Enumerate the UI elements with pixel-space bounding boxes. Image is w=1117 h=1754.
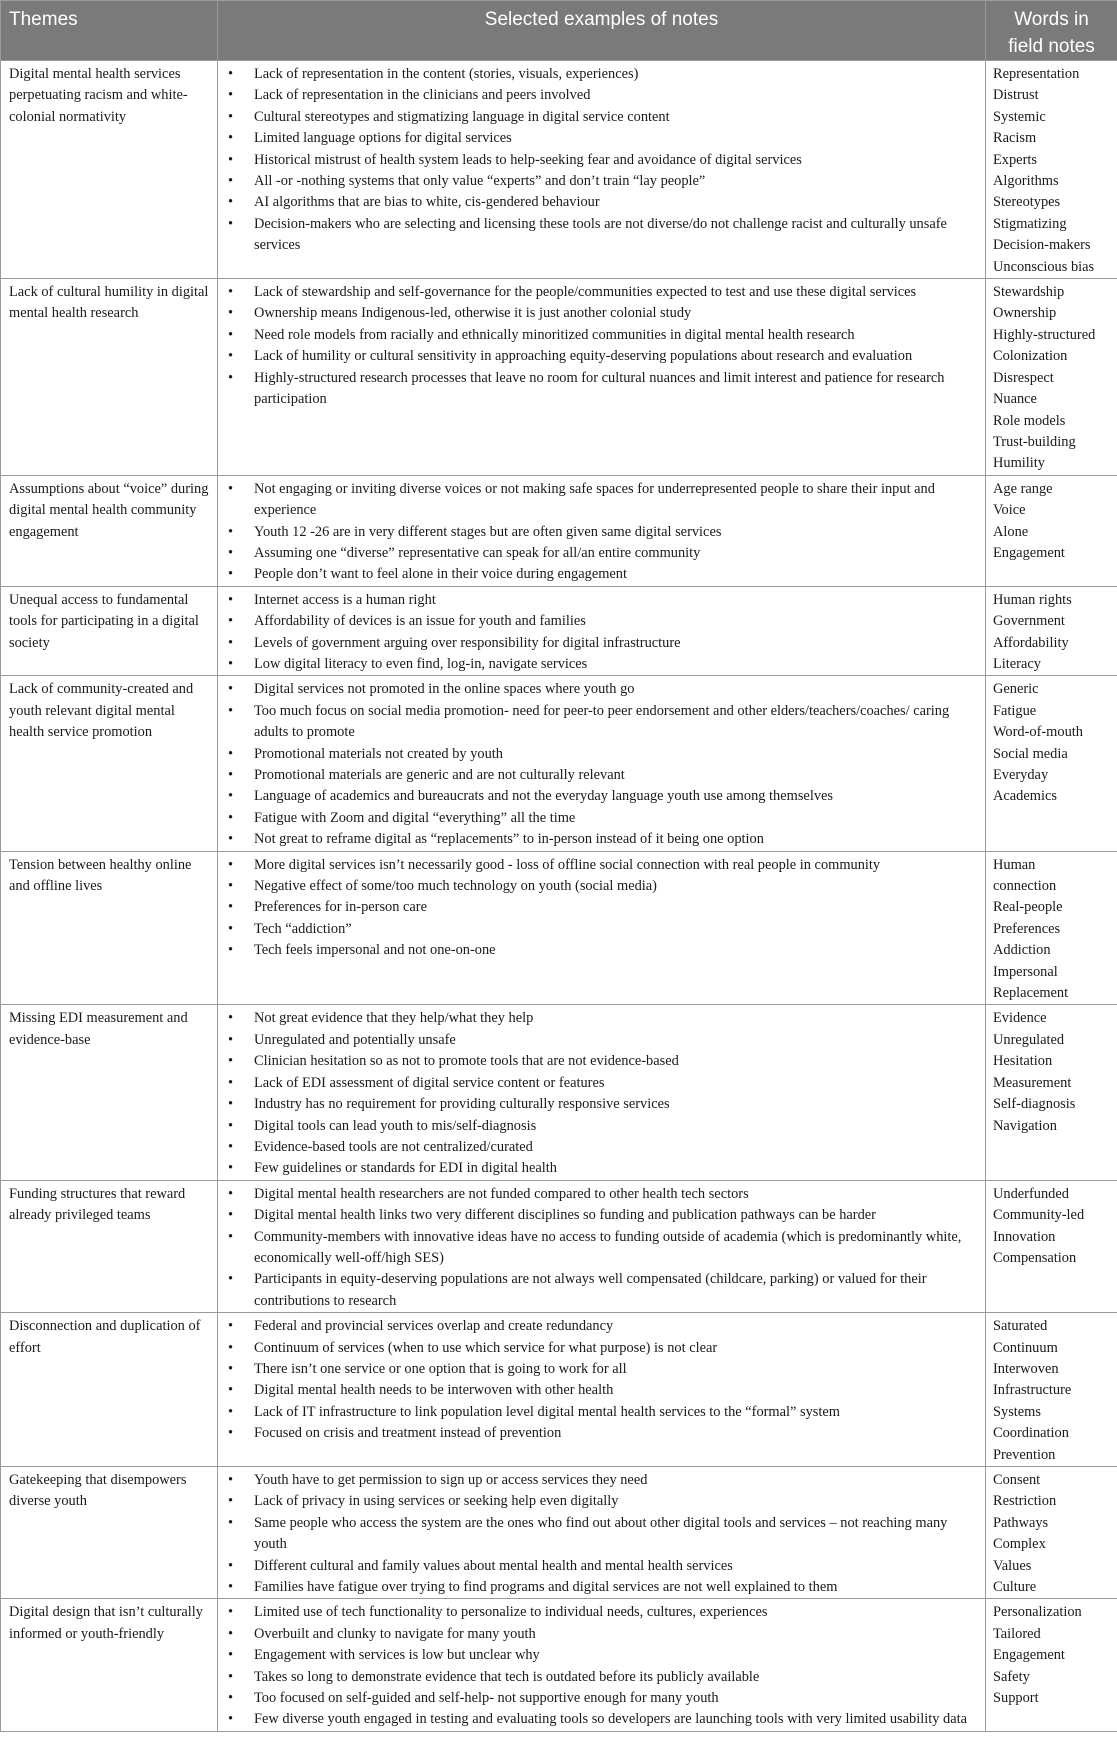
field-note-word: Safety: [993, 1668, 1030, 1685]
note-item: • Clinician hesitation so as not to promote tools that are not evidence-based: [254, 1051, 979, 1072]
notes-list: [224, 282, 979, 410]
field-note-word: Ownership: [993, 305, 1057, 322]
field-note-word: Pathways: [993, 1514, 1049, 1531]
note-item: • Limited language options for digital services: [254, 128, 979, 149]
field-note-word: Nuance: [993, 391, 1037, 408]
field-note-word: Culture: [993, 1579, 1037, 1596]
note-item: • Digital services not promoted in the online spaces where youth go: [254, 679, 979, 700]
field-note-word: Underfunded: [993, 1185, 1069, 1202]
note-item: • AI algorithms that are bias to white, cis-gendered behaviour: [254, 192, 979, 213]
field-note-word: Word-of-mouth: [993, 724, 1083, 741]
note-item: • Youth 12 -26 are in very different stages but are often given same digital services: [254, 522, 979, 543]
words-cell: [986, 279, 1117, 476]
note-item: • Affordability of devices is an issue for youth and families: [254, 611, 979, 632]
note-item: • Focused on crisis and treatment instead of prevention: [254, 1423, 979, 1444]
note-item: • Lack of humility or cultural sensitivity in approaching equity-deserving populations about research and evaluation: [254, 346, 979, 367]
field-note-word: Systems: [993, 1403, 1041, 1420]
note-item: • Same people who access the system are the ones who find out about other digital tools and services – not reaching many youth: [254, 1513, 979, 1556]
note-item: • Community-members with innovative ideas have no access to funding outside of academia (which is predominantly white, economically well-off/high SES): [254, 1227, 979, 1270]
field-note-word: Navigation: [993, 1117, 1057, 1134]
field-note-word: Experts: [993, 151, 1037, 168]
field-note-word: Restriction: [993, 1493, 1057, 1510]
notes-list: [224, 679, 979, 850]
note-item: • Lack of EDI assessment of digital service content or features: [254, 1073, 979, 1094]
field-note-word: Racism: [993, 130, 1037, 147]
notes-cell: [218, 475, 986, 586]
note-item: • Not engaging or inviting diverse voices or not making safe spaces for underrepresented people to share their input and experience: [254, 479, 979, 522]
note-item: • Levels of government arguing over responsibility for digital infrastructure: [254, 633, 979, 654]
field-note-word: Measurement: [993, 1074, 1072, 1091]
note-item: • Promotional materials not created by youth: [254, 744, 979, 765]
field-note-word: Consent: [993, 1472, 1041, 1488]
note-item: • Too focused on self-guided and self-help- not supportive enough for many youth: [254, 1688, 979, 1709]
field-note-word: Affordability: [993, 634, 1069, 651]
note-item: • Digital mental health links two very different disciplines so funding and publication pathways can be harder: [254, 1205, 979, 1226]
words-cell: [986, 1467, 1117, 1599]
table-row: [1, 1599, 1117, 1731]
field-note-word: Alone: [993, 523, 1029, 540]
note-item: • Lack of privacy in using services or seeking help even digitally: [254, 1491, 979, 1512]
words-cell: [986, 1599, 1117, 1731]
field-note-word: Systemic: [993, 108, 1046, 125]
notes-list: [224, 479, 979, 586]
note-item: • Different cultural and family values about mental health and mental health services: [254, 1556, 979, 1577]
field-note-word: Addiction: [993, 942, 1051, 959]
field-note-word: Stereotypes: [993, 194, 1061, 211]
note-item: • Unregulated and potentially unsafe: [254, 1030, 979, 1051]
notes-cell: [218, 851, 986, 1005]
words-cell: [986, 1313, 1117, 1467]
theme-cell: Disconnection and duplication of effort: [1, 1313, 218, 1467]
field-note-word: Preferences: [993, 920, 1061, 937]
notes-list: [224, 855, 979, 962]
words-cell: [986, 1180, 1117, 1312]
note-item: • Limited use of tech functionality to personalize to individual needs, cultures, experiences: [254, 1602, 979, 1623]
note-item: • Lack of representation in the content (stories, visuals, experiences): [254, 64, 979, 85]
note-item: • Continuum of services (when to use which service for what purpose) is not clear: [254, 1338, 979, 1359]
field-note-word: Coordination: [993, 1425, 1069, 1442]
notes-list: [224, 1184, 979, 1312]
note-item: • Promotional materials are generic and are not culturally relevant: [254, 765, 979, 786]
notes-list: [224, 1008, 979, 1179]
note-item: • Historical mistrust of health system leads to help-seeking fear and avoidance of digital services: [254, 150, 979, 171]
note-item: • Assuming one “diverse” representative can speak for all/an entire community: [254, 543, 979, 564]
field-note-word: Interwoven: [993, 1360, 1059, 1377]
note-item: • Highly-structured research processes that leave no room for cultural nuances and limit interest and patience for research participation: [254, 368, 979, 411]
theme-cell: Digital mental health services perpetuating racism and white-colonial normativity: [1, 61, 218, 279]
field-note-word: Engagement: [993, 544, 1065, 561]
theme-cell: Assumptions about “voice” during digital mental health community engagement: [1, 475, 218, 586]
note-item: • More digital services isn’t necessarily good - loss of offline social connection with real people in community: [254, 855, 979, 876]
table-header: [1, 1, 1117, 61]
field-note-word: Self-diagnosis: [993, 1096, 1076, 1113]
note-item: • Preferences for in-person care: [254, 897, 979, 918]
note-item: • Participants in equity-deserving populations are not always well compensated (childcare, parking) or valued for their contributions to research: [254, 1269, 979, 1312]
field-note-word: Continuum: [993, 1339, 1058, 1356]
field-note-word: Humility: [993, 455, 1045, 472]
notes-cell: [218, 1599, 986, 1731]
theme-cell: Gatekeeping that disempowers diverse youth: [1, 1467, 218, 1599]
notes-list: [224, 1316, 979, 1444]
note-item: • Ownership means Indigenous-led, otherwise it is just another colonial study: [254, 303, 979, 324]
note-item: • People don’t want to feel alone in their voice during engagement: [254, 564, 979, 585]
theme-cell: Unequal access to fundamental tools for participating in a digital society: [1, 586, 218, 676]
field-note-word: Colonization: [993, 348, 1068, 365]
field-note-word: Hesitation: [993, 1053, 1053, 1070]
note-item: • Families have fatigue over trying to find programs and digital services are not well explained to them: [254, 1577, 979, 1598]
notes-list: [224, 1602, 979, 1730]
notes-cell: [218, 279, 986, 476]
notes-list: [224, 590, 979, 676]
note-item: • Evidence-based tools are not centralized/curated: [254, 1137, 979, 1158]
field-note-word: Academics: [993, 788, 1057, 805]
field-note-word: Literacy: [993, 655, 1041, 672]
field-note-word: Saturated: [993, 1318, 1048, 1335]
field-note-word: Highly-structured: [993, 326, 1096, 343]
note-item: • Language of academics and bureaucrats and not the everyday language youth use among themselves: [254, 786, 979, 807]
field-note-word: Support: [993, 1690, 1039, 1707]
field-note-word: Unregulated: [993, 1031, 1065, 1048]
theme-cell: Digital design that isn’t culturally informed or youth-friendly: [1, 1599, 218, 1731]
table-row: [1, 61, 1117, 279]
field-note-word: Innovation: [993, 1228, 1056, 1245]
header-words-line2: field notes: [1008, 36, 1095, 57]
header-themes: Themes: [1, 1, 218, 61]
note-item: • Engagement with services is low but unclear why: [254, 1645, 979, 1666]
field-note-word: Trust-building: [993, 433, 1076, 450]
field-note-word: Personalization: [993, 1604, 1082, 1621]
field-note-word: Distrust: [993, 87, 1039, 104]
notes-list: [224, 64, 979, 257]
field-note-word: Fatigue: [993, 702, 1037, 719]
theme-cell: Tension between healthy online and offline lives: [1, 851, 218, 1005]
words-cell: [986, 475, 1117, 586]
field-note-word: Stigmatizing: [993, 215, 1067, 232]
table-row: [1, 475, 1117, 586]
field-note-word: Algorithms: [993, 173, 1059, 190]
field-note-word: Complex: [993, 1536, 1046, 1553]
note-item: • Not great to reframe digital as “replacements” to in-person instead of it being one option: [254, 829, 979, 850]
table-row: [1, 279, 1117, 476]
notes-cell: [218, 61, 986, 279]
note-item: • Youth have to get permission to sign up or access services they need: [254, 1470, 979, 1491]
field-note-word: Engagement: [993, 1647, 1065, 1664]
theme-cell: Funding structures that reward already privileged teams: [1, 1180, 218, 1312]
note-item: • Too much focus on social media promotion- need for peer-to peer endorsement and other elders/teachers/coaches/ caring adults to promote: [254, 701, 979, 744]
field-note-word: Social media: [993, 745, 1068, 762]
field-note-word: Unconscious bias: [993, 258, 1095, 275]
header-row: [1, 1, 1117, 61]
field-note-word: Everyday: [993, 767, 1049, 783]
words-cell: [986, 676, 1117, 851]
words-cell: [986, 586, 1117, 676]
note-item: • Few guidelines or standards for EDI in digital health: [254, 1158, 979, 1179]
field-note-word: Human rights: [993, 591, 1072, 608]
theme-cell: Missing EDI measurement and evidence-base: [1, 1005, 218, 1180]
field-note-word: Prevention: [993, 1446, 1056, 1463]
field-note-word: Values: [993, 1557, 1032, 1574]
header-words-line1: Words in: [1014, 9, 1089, 30]
field-note-word: connection: [993, 878, 1057, 895]
field-note-word: Voice: [993, 502, 1026, 519]
note-item: • Decision-makers who are selecting and licensing these tools are not diverse/do not challenge racist and culturally unsafe services: [254, 214, 979, 257]
field-note-word: Disrespect: [993, 369, 1054, 386]
field-note-word: Real-people: [993, 899, 1063, 916]
field-note-word: Generic: [993, 681, 1039, 698]
note-item: • Need role models from racially and ethnically minoritized communities in digital mental health research: [254, 325, 979, 346]
note-item: • Fatigue with Zoom and digital “everything” all the time: [254, 808, 979, 829]
field-note-word: Age range: [993, 480, 1053, 497]
note-item: • Digital mental health researchers are not funded compared to other health tech sectors: [254, 1184, 979, 1205]
theme-cell: Lack of cultural humility in digital mental health research: [1, 279, 218, 476]
note-item: • Cultural stereotypes and stigmatizing language in digital service content: [254, 107, 979, 128]
note-item: • Lack of IT infrastructure to link population level digital mental health services to the “formal” system: [254, 1402, 979, 1423]
note-item: • Few diverse youth engaged in testing and evaluating tools so developers are launching tools with very limited usability data: [254, 1709, 979, 1730]
field-note-word: Representation: [993, 66, 1080, 82]
note-item: • Federal and provincial services overlap and create redundancy: [254, 1316, 979, 1337]
note-item: • Lack of stewardship and self-governance for the people/communities expected to test and use these digital services: [254, 282, 979, 303]
note-item: • Lack of representation in the clinicians and peers involved: [254, 85, 979, 106]
note-item: • Industry has no requirement for providing culturally responsive services: [254, 1094, 979, 1115]
note-item: • Tech “addiction”: [254, 919, 979, 940]
field-note-word: Impersonal: [993, 963, 1058, 980]
note-item: • All -or -nothing systems that only value “experts” and don’t train “lay people”: [254, 171, 979, 192]
words-cell: [986, 61, 1117, 279]
field-note-word: Decision-makers: [993, 237, 1091, 254]
table-body: [1, 61, 1117, 1732]
table-row: [1, 586, 1117, 676]
note-item: • Not great evidence that they help/what they help: [254, 1008, 979, 1029]
table-row: [1, 851, 1117, 1005]
field-note-word: Tailored: [993, 1625, 1041, 1642]
field-note-word: Human: [993, 856, 1036, 873]
notes-cell: [218, 1005, 986, 1180]
note-item: • Takes so long to demonstrate evidence that tech is outdated before its publicly available: [254, 1667, 979, 1688]
note-item: • Overbuilt and clunky to navigate for many youth: [254, 1624, 979, 1645]
note-item: • There isn’t one service or one option that is going to work for all: [254, 1359, 979, 1380]
field-note-word: Evidence: [993, 1010, 1047, 1027]
header-notes: Selected examples of notes: [218, 1, 986, 61]
table-row: [1, 1467, 1117, 1599]
notes-cell: [218, 1467, 986, 1599]
notes-cell: [218, 586, 986, 676]
field-note-word: Infrastructure: [993, 1382, 1072, 1399]
words-cell: [986, 1005, 1117, 1180]
notes-list: [224, 1470, 979, 1598]
table-row: [1, 1313, 1117, 1467]
table-row: [1, 676, 1117, 851]
notes-cell: [218, 1180, 986, 1312]
words-cell: [986, 851, 1117, 1005]
note-item: • Digital tools can lead youth to mis/self-diagnosis: [254, 1116, 979, 1137]
field-note-word: Replacement: [993, 985, 1069, 1002]
note-item: • Negative effect of some/too much technology on youth (social media): [254, 876, 979, 897]
note-item: • Digital mental health needs to be interwoven with other health: [254, 1380, 979, 1401]
note-item: • Internet access is a human right: [254, 590, 979, 611]
theme-cell: Lack of community-created and youth relevant digital mental health service promotion: [1, 676, 218, 851]
field-note-word: Role models: [993, 412, 1066, 429]
field-note-word: Stewardship: [993, 284, 1065, 301]
table-row: [1, 1005, 1117, 1180]
notes-cell: [218, 676, 986, 851]
field-note-word: Compensation: [993, 1249, 1077, 1266]
notes-cell: [218, 1313, 986, 1467]
note-item: • Tech feels impersonal and not one-on-one: [254, 940, 979, 961]
table-row: [1, 1180, 1117, 1312]
header-words: [986, 1, 1117, 61]
field-note-word: Community-led: [993, 1207, 1085, 1224]
field-note-word: Government: [993, 613, 1065, 630]
note-item: • Low digital literacy to even find, log-in, navigate services: [254, 654, 979, 675]
